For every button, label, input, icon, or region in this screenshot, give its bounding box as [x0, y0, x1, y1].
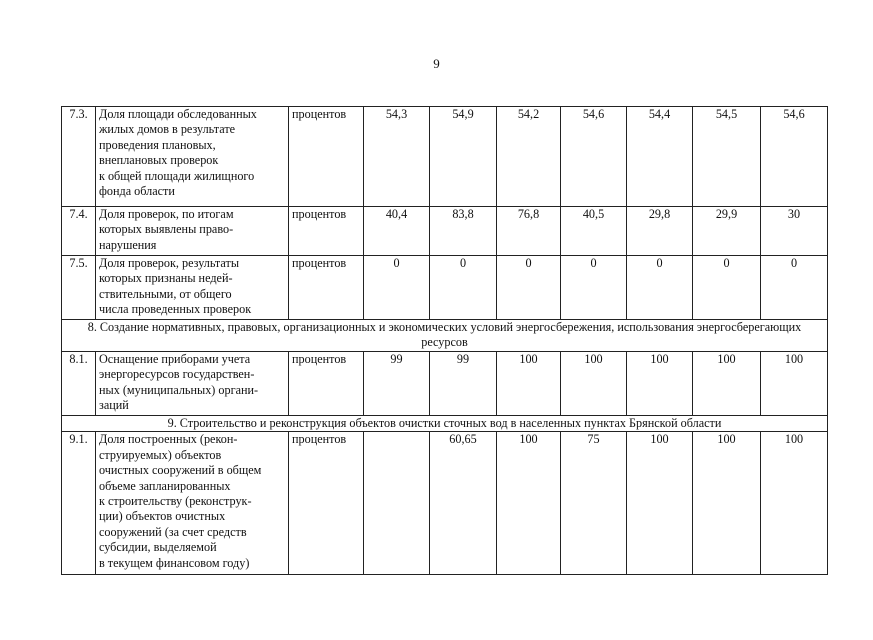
- value-cell: 54,2: [497, 107, 561, 207]
- value-cell: 83,8: [430, 207, 497, 256]
- indicator-name-line: Доля построенных (рекон-: [99, 432, 238, 447]
- row-number: 7.3.: [62, 107, 96, 207]
- indicator-name-line: которых выявлены право-: [99, 222, 234, 237]
- value-cell: 0: [430, 256, 497, 320]
- indicator-name: [96, 207, 289, 256]
- table-row: [62, 207, 828, 256]
- value-cell: 99: [430, 352, 497, 416]
- table-row: [62, 352, 828, 416]
- indicator-name-line: субсидии, выделяемой: [99, 540, 217, 555]
- value-cell: 100: [627, 352, 693, 416]
- value-cell: 54,4: [627, 107, 693, 207]
- indicator-name-line: в текущем финансовом году): [99, 555, 250, 570]
- indicator-name-line: сооружений (за счет средств: [99, 524, 247, 539]
- indicator-name-line: Доля проверок, по итогам: [99, 207, 234, 221]
- table-row: [62, 432, 828, 575]
- row-number: 7.4.: [62, 207, 96, 256]
- indicator-name-line: которых признаны недей-: [99, 271, 233, 286]
- value-cell: 54,5: [693, 107, 761, 207]
- value-cell: 0: [627, 256, 693, 320]
- value-cell: 60,65: [430, 432, 497, 575]
- indicator-name: [96, 107, 289, 207]
- indicator-name-line: проведения плановых,: [99, 137, 216, 152]
- value-cell: 54,6: [761, 107, 828, 207]
- value-cell: 99: [364, 352, 430, 416]
- unit-cell: процентов: [289, 432, 364, 575]
- value-cell: [364, 432, 430, 575]
- value-cell: 54,6: [561, 107, 627, 207]
- value-cell: 0: [761, 256, 828, 320]
- unit-cell: процентов: [289, 256, 364, 320]
- indicator-name-line: фонда области: [99, 184, 175, 199]
- indicator-name: [96, 352, 289, 416]
- value-cell: 40,4: [364, 207, 430, 256]
- table-row: [62, 107, 828, 207]
- value-cell: 54,3: [364, 107, 430, 207]
- indicator-name-line: к строительству (реконструк-: [99, 494, 252, 509]
- indicator-name-line: очистных сооружений в общем: [99, 463, 262, 478]
- indicator-name: [96, 256, 289, 320]
- indicator-name-line: нарушения: [99, 237, 157, 252]
- indicator-name-line: ствительными, от общего: [99, 286, 232, 301]
- indicator-name-line: жилых домов в результате: [99, 122, 236, 137]
- page-number: 9: [433, 56, 440, 71]
- value-cell: 0: [364, 256, 430, 320]
- value-cell: 100: [497, 432, 561, 575]
- indicators-table: [61, 106, 828, 575]
- indicator-name-line: заций: [99, 398, 129, 413]
- indicator-name-line: внеплановых проверок: [99, 153, 219, 168]
- value-cell: 100: [693, 352, 761, 416]
- value-cell: 29,8: [627, 207, 693, 256]
- table-row: [62, 256, 828, 320]
- value-cell: 100: [761, 352, 828, 416]
- indicator-name: [96, 432, 289, 575]
- section-heading: 8. Создание нормативных, правовых, организационных и экономических условий энергосбережения, использования энергосберегающих ресурсов: [62, 320, 828, 352]
- value-cell: 0: [561, 256, 627, 320]
- value-cell: 100: [561, 352, 627, 416]
- indicator-name-line: Доля площади обследованных: [99, 107, 257, 121]
- table-body: [62, 107, 828, 575]
- section-row: [62, 320, 828, 352]
- row-number: 7.5.: [62, 256, 96, 320]
- value-cell: 30: [761, 207, 828, 256]
- value-cell: 76,8: [497, 207, 561, 256]
- row-number: 8.1.: [62, 352, 96, 416]
- value-cell: 40,5: [561, 207, 627, 256]
- indicator-name-line: струируемых) объектов: [99, 447, 222, 462]
- unit-cell: процентов: [289, 107, 364, 207]
- unit-cell: процентов: [289, 207, 364, 256]
- value-cell: 0: [693, 256, 761, 320]
- indicator-name-line: объеме запланированных: [99, 478, 231, 493]
- section-row: [62, 416, 828, 432]
- indicator-name-line: числа проведенных проверок: [99, 302, 252, 317]
- indicator-name-line: Оснащение приборами учета: [99, 352, 251, 366]
- indicator-name-line: ных (муниципальных) органи-: [99, 382, 259, 397]
- indicator-name-line: энергоресурсов государствен-: [99, 367, 255, 382]
- value-cell: 100: [761, 432, 828, 575]
- value-cell: 54,9: [430, 107, 497, 207]
- value-cell: 100: [627, 432, 693, 575]
- section-heading: 9. Строительство и реконструкция объектов очистки сточных вод в населенных пунктах Брянской области: [62, 416, 828, 432]
- value-cell: 75: [561, 432, 627, 575]
- indicator-name-line: ции) объектов очистных: [99, 509, 226, 524]
- indicator-name-line: Доля проверок, результаты: [99, 256, 240, 270]
- indicator-name-line: к общей площади жилищного: [99, 168, 255, 183]
- row-number: 9.1.: [62, 432, 96, 575]
- unit-cell: процентов: [289, 352, 364, 416]
- value-cell: 29,9: [693, 207, 761, 256]
- value-cell: 100: [497, 352, 561, 416]
- value-cell: 100: [693, 432, 761, 575]
- value-cell: 0: [497, 256, 561, 320]
